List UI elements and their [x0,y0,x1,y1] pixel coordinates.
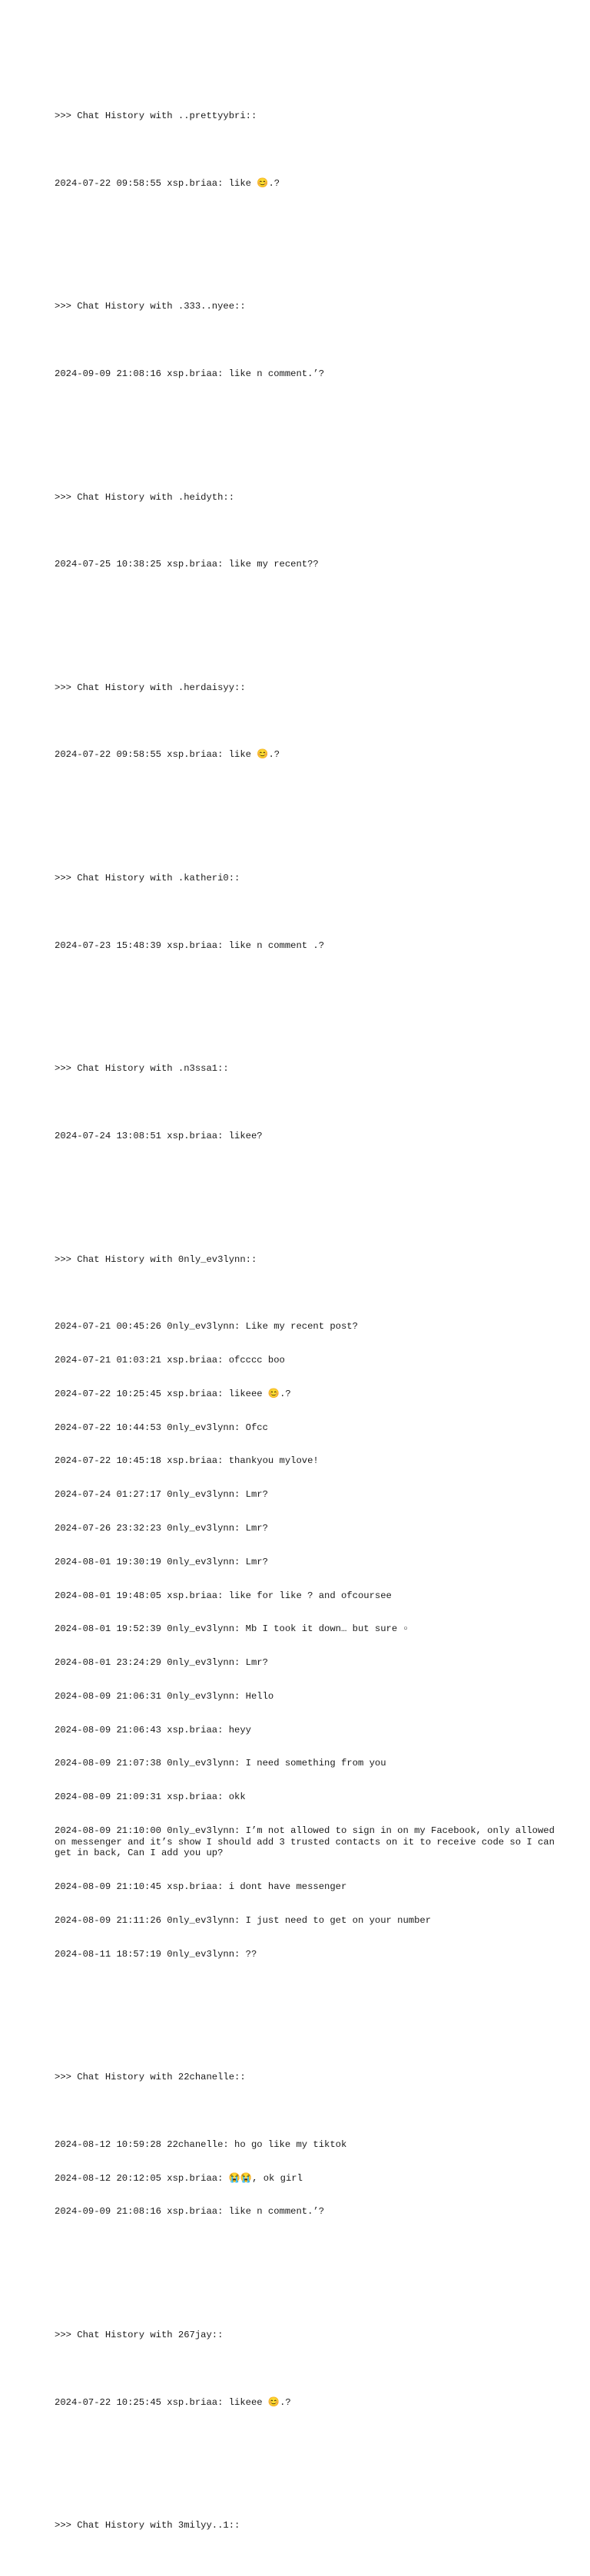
chat-message-list [55,155,562,211]
chat-message-line: 2024-07-26 23:32:23 0nly_ev3lynn: Lmr? [55,1523,268,1534]
chat-section [55,2498,562,2554]
chat-section [55,850,562,1008]
chat-message-line: 2024-08-09 21:10:45 xsp.briaa: i dont have messenger [55,1881,347,1892]
chat-message-line: 2024-08-09 21:06:43 xsp.briaa: heyy [55,1724,251,1735]
chat-section-header: >>> Chat History with .katheri0:: [55,873,240,884]
chat-message-list [55,2375,562,2431]
chat-message-line: 2024-07-22 10:25:45 xsp.briaa: likeee 😊.? [55,2396,291,2408]
chat-message-line: 2024-08-01 19:30:19 0nly_ev3lynn: Lmr? [55,1556,268,1567]
chat-message-line: 2024-08-09 21:06:31 0nly_ev3lynn: Hello [55,1690,274,1702]
chat-section-header: >>> Chat History with 3milyy..1:: [55,2520,240,2531]
chat-message-line: 2024-08-09 21:09:31 xsp.briaa: okk [55,1792,246,1803]
chat-section-header: >>> Chat History with .herdaisyy:: [55,682,246,693]
chat-message-line: 2024-07-25 10:38:25 xsp.briaa: like my recent?? [55,559,319,570]
chat-message-line: 2024-08-12 10:59:28 22chanelle: ho go like my tiktok [55,2138,347,2150]
chat-section-header: >>> Chat History with 267jay:: [55,2330,224,2341]
chat-section [55,279,562,436]
chat-history-document [55,54,562,2576]
chat-section [55,88,562,246]
chat-message-line: 2024-08-09 21:07:38 0nly_ev3lynn: I need something from you [55,1758,386,1769]
chat-message-line: 2024-07-24 13:08:51 xsp.briaa: likee? [55,1131,263,1142]
chat-message-list [55,918,562,974]
chat-section-header: >>> Chat History with .n3ssa1:: [55,1063,229,1075]
chat-message-line: 2024-07-22 09:58:55 xsp.briaa: like 😊.? [55,177,280,189]
chat-message-line: 2024-07-21 01:03:21 xsp.briaa: ofcccc boo [55,1355,285,1366]
chat-message-line: 2024-08-09 21:11:26 0nly_ev3lynn: I just need to get on your number [55,1914,432,1926]
chat-message-line: 2024-07-22 10:45:18 xsp.briaa: thankyou mylove! [55,1455,319,1467]
chat-message-line: 2024-08-01 23:24:29 0nly_ev3lynn: Lmr? [55,1657,268,1669]
chat-section-header: >>> Chat History with 22chanelle:: [55,2072,246,2083]
chat-message-line: 2024-07-22 10:44:53 0nly_ev3lynn: Ofcc [55,1422,268,1433]
chat-message-line: 2024-07-21 00:45:26 0nly_ev3lynn: Like my recent post? [55,1321,358,1333]
chat-section [55,2307,562,2465]
chat-message-line: 2024-09-09 21:08:16 xsp.briaa: like n comment.’? [55,2206,325,2218]
chat-message-list [55,1108,562,1164]
chat-section [55,2049,562,2274]
chat-message-line: 2024-08-01 19:52:39 0nly_ev3lynn: Mb I took it down… but sure ▫ [55,1623,409,1635]
chat-message-list [55,2117,562,2241]
chat-message-line: 2024-09-09 21:08:16 xsp.briaa: like n comment.’? [55,368,325,379]
chat-message-line: 2024-08-01 19:48:05 xsp.briaa: like for like ? and ofcoursee [55,1590,392,1601]
chat-section-header: >>> Chat History with 0nly_ev3lynn:: [55,1253,257,1265]
chat-message-list [55,1299,562,1982]
chat-message-list [55,727,562,783]
chat-section-header: >>> Chat History with .heidyth:: [55,491,235,503]
chat-message-line: 2024-08-09 21:10:00 0nly_ev3lynn: I’m not allowed to sign in on my Facebook, only allowed on messenger and it’s show I should add 3 trusted contacts on it to receive code so I can get in back, Can I add you up? [55,1825,561,1859]
chat-section-header: >>> Chat History with ..prettyybri:: [55,110,257,121]
chat-message-list [55,346,562,402]
chat-message-line: 2024-07-23 15:48:39 xsp.briaa: like n comment .? [55,940,325,951]
chat-message-line: 2024-07-24 01:27:17 0nly_ev3lynn: Lmr? [55,1489,268,1501]
chat-section-header: >>> Chat History with .333..nyee:: [55,301,246,312]
chat-section [55,1041,562,1198]
chat-message-line: 2024-07-22 10:25:45 xsp.briaa: likeee 😊.? [55,1388,291,1399]
chat-section [55,1231,562,2016]
chat-message-list [55,537,562,593]
chat-section [55,469,562,626]
chat-message-line: 2024-08-11 18:57:19 0nly_ev3lynn: ?? [55,1948,257,1960]
chat-message-line: 2024-08-12 20:12:05 xsp.briaa: 😭😭, ok girl [55,2172,303,2184]
chat-section [55,660,562,817]
chat-message-line: 2024-07-22 09:58:55 xsp.briaa: like 😊.? [55,749,280,761]
